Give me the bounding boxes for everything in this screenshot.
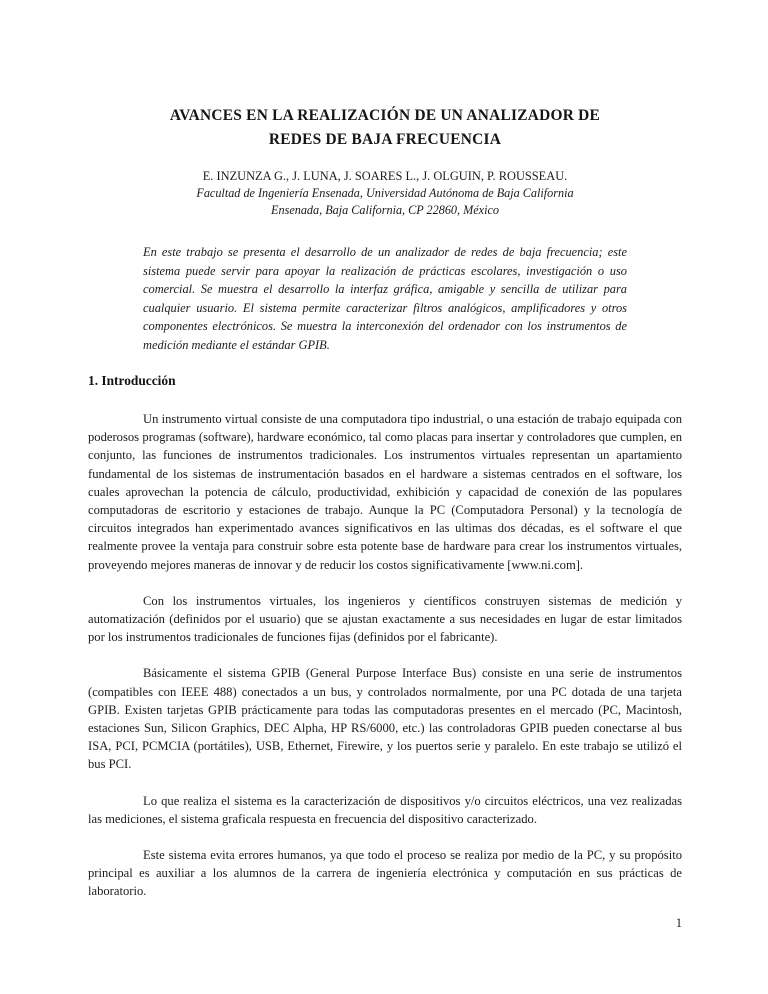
paragraph: Un instrumento virtual consiste de una computadora tipo industrial, o una estación de trabajo equipada con poderosos programas (software), hardware económico, tal como placas para insertar y controladores que cumplen, en conjunto, las funciones de instrumentos tradicionales. Los instrumentos virtuales representan un apartamiento fundamental de los sistemas de instrumentación basados en el hardware a sistemas centrados en el software, los cuales aprovechan la potencia de cálculo, productividad, exhibición y capacidad de conexión de las populares computadoras de escritorio y estaciones de trabajo. Aunque la PC (Computadora Personal) y la tecnología de circuitos integrados han experimentado avances significativos en las ultimas dos décadas, es el software el que realmente provee la ventaja para construir sobre esta potente base de hardware para crear los instrumentos virtuales, proveyendo mejores maneras de innovar y de reducir los costos significativamente [www.ni.com]. [88, 412, 682, 572]
paper-title-line-1: AVANCES EN LA REALIZACIÓN DE UN ANALIZADOR DE [169, 107, 601, 124]
paper-title [88, 104, 682, 152]
affiliation-line-2: Ensenada, Baja California, CP 22860, México [271, 203, 499, 217]
paper-title-line-2: REDES DE BAJA FRECUENCIA [268, 131, 502, 148]
paragraph: Este sistema evita errores humanos, ya que todo el proceso se realiza por medio de la PC, y su propósito principal es auxiliar a los alumnos de la carrera de ingeniería electrónica y computación en sus prácticas de laboratorio. [88, 848, 682, 899]
author-list: E. INZUNZA G., J. LUNA, J. SOARES L., J. OLGUIN, P. ROUSSEAU. [202, 169, 568, 183]
abstract-text: En este trabajo se presenta el desarrollo de un analizador de redes de baja frecuencia; este sistema puede servir para apoyar la realización de prácticas escolares, investigación o uso comercial. Se muestra el desarrollo la interfaz gráfica, amigable y sencilla de utilizar para cualquier usuario. El sistema permite caracterizar filtros analógicos, amplificadores y otros componentes electrónicos. Se muestra la interconexión del ordenador con los instrumentos de medición mediante el estándar GPIB. [143, 245, 627, 352]
section-heading-introduccion: 1. Introducción [88, 373, 176, 388]
affiliation-line-1: Facultad de Ingeniería Ensenada, Universidad Autónoma de Baja California [196, 186, 574, 200]
paragraph: Lo que realiza el sistema es la caracterización de dispositivos y/o circuitos eléctricos, una vez realizadas las mediciones, el sistema graficala respuesta en frecuencia del dispositivo caracterizado. [88, 793, 682, 826]
author-affiliation-block [88, 168, 682, 219]
paragraph: Básicamente el sistema GPIB (General Purpose Interface Bus) consiste en una serie de instrumentos (compatibles con IEEE 488) conectados a un bus, y controlados normalmente, por una PC dotada de una tarjeta GPIB. Existen tarjetas GPIB prácticamente para todas las computadoras presentes en el mercado (PC, Macintosh, estaciones Sun, Silicon Graphics, DEC Alpha, HP RS/6000, etc.) las controladoras GPIB pueden conectarse al bus ISA, PCI, PCMCIA (portátiles), USB, Ethernet, Firewire, y los puertos serie y paralelo. En este trabajo se utilizó el bus PCI. [88, 666, 682, 772]
abstract-block [143, 243, 627, 355]
paragraph: Con los instrumentos virtuales, los ingenieros y científicos construyen sistemas de medición y automatización (definidos por el usuario) que se ajustan exactamente a sus necesidades en lugar de estar limitados por los instrumentos tradicionales de funciones fijas (definidos por el fabricante). [88, 593, 682, 645]
body-content [88, 372, 682, 901]
page-number: 1 [675, 916, 682, 930]
